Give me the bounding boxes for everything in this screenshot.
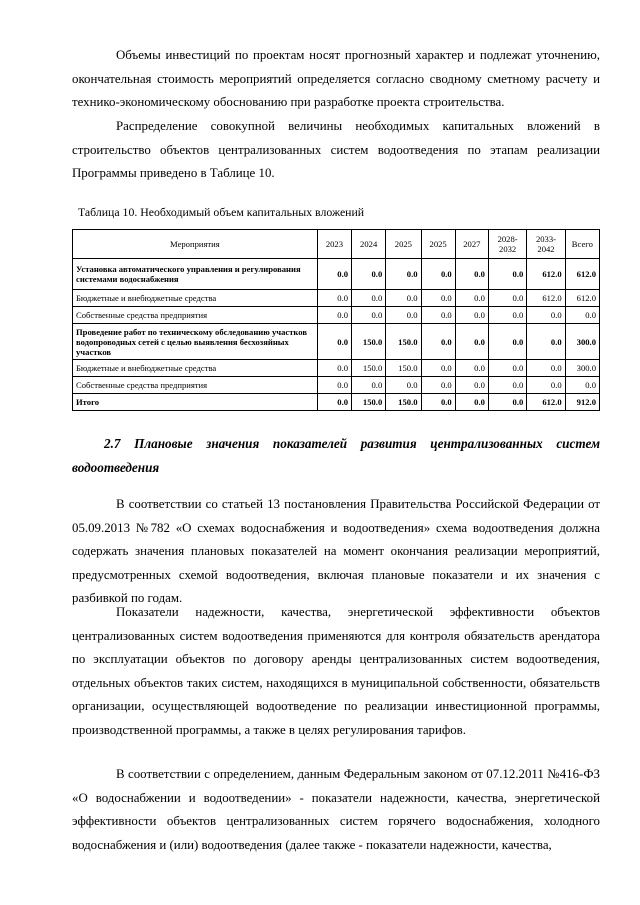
value-cell: 150.0 <box>352 360 386 377</box>
value-cell: 0.0 <box>317 324 351 360</box>
row-name-cell: Установка автоматического управления и регулирования системами водоснабжения <box>73 259 318 290</box>
value-cell: 612.0 <box>527 394 565 411</box>
value-cell: 150.0 <box>352 394 386 411</box>
value-cell: 0.0 <box>455 324 488 360</box>
value-cell: 0.0 <box>455 394 488 411</box>
section-paragraph-3: В соответствии с определением, данным Федеральным законом от 07.12.2011 №416-ФЗ «О водоснабжении и водоотведении» - показатели надежности, качества, энергетической эффективности объектов централизованных систем горячего водоснабжения, холодного водоснабжения и (или) водоотведения (далее также - показатели надежности, качества, <box>72 767 600 852</box>
value-cell: 0.0 <box>386 377 421 394</box>
table-row <box>73 290 600 307</box>
value-cell: 0.0 <box>488 377 526 394</box>
intro-paragraph-2: Распределение совокупной величины необходимых капитальных вложений в строительство объектов централизованных систем водоотведения по этапам реализации Программы приведено в Таблице 10. <box>72 119 600 181</box>
value-cell: 0.0 <box>455 259 488 290</box>
value-cell: 0.0 <box>352 290 386 307</box>
row-name-cell: Бюджетные и внебюджетные средства <box>73 360 318 377</box>
value-cell: 0.0 <box>317 377 351 394</box>
investment-table <box>72 229 600 411</box>
table-row <box>73 259 600 290</box>
table-row <box>73 360 600 377</box>
header-cell: Всего <box>565 230 599 259</box>
value-cell: 150.0 <box>386 324 421 360</box>
header-cell: 2027 <box>455 230 488 259</box>
header-cell: 2023 <box>317 230 351 259</box>
value-cell: 0.0 <box>565 377 599 394</box>
table-row <box>73 324 600 360</box>
value-cell: 0.0 <box>317 360 351 377</box>
section-heading: 2.7 Плановые значения показателей развития централизованных систем водоотведения <box>72 436 600 475</box>
header-cell: 2024 <box>352 230 386 259</box>
row-name-cell: Бюджетные и внебюджетные средства <box>73 290 318 307</box>
value-cell: 0.0 <box>455 290 488 307</box>
value-cell: 0.0 <box>488 324 526 360</box>
value-cell: 0.0 <box>488 290 526 307</box>
header-cell: 2028- 2032 <box>488 230 526 259</box>
table-header-row <box>73 230 600 259</box>
row-name-cell: Итого <box>73 394 318 411</box>
value-cell: 0.0 <box>455 307 488 324</box>
value-cell: 300.0 <box>565 324 599 360</box>
row-name-cell: Проведение работ по техническому обследованию участков водопроводных сетей с целью выявления бесхозяйных участков <box>73 324 318 360</box>
value-cell: 912.0 <box>565 394 599 411</box>
value-cell: 0.0 <box>352 307 386 324</box>
value-cell: 612.0 <box>527 290 565 307</box>
value-cell: 0.0 <box>565 307 599 324</box>
section-paragraph-1: В соответствии со статьей 13 постановления Правительства Российской Федерации от 05.09.2013 №782 «О схемах водоснабжения и водоотведения» схема водоотведения должна содержать значения плановых показателей на момент окончания реализации мероприятий, предусмотренных схемой водоотведения, включая плановые показатели и их значения с разбивкой по годам. <box>72 497 600 606</box>
value-cell: 0.0 <box>488 259 526 290</box>
value-cell: 0.0 <box>421 324 455 360</box>
value-cell: 0.0 <box>421 307 455 324</box>
value-cell: 0.0 <box>527 324 565 360</box>
table-row <box>73 377 600 394</box>
value-cell: 0.0 <box>386 259 421 290</box>
value-cell: 612.0 <box>565 290 599 307</box>
value-cell: 300.0 <box>565 360 599 377</box>
value-cell: 0.0 <box>527 360 565 377</box>
value-cell: 612.0 <box>527 259 565 290</box>
value-cell: 150.0 <box>352 324 386 360</box>
header-cell: Мероприятия <box>73 230 318 259</box>
value-cell: 150.0 <box>386 360 421 377</box>
table-body <box>73 259 600 411</box>
value-cell: 0.0 <box>421 377 455 394</box>
row-name-cell: Собственные средства предприятия <box>73 307 318 324</box>
value-cell: 0.0 <box>421 290 455 307</box>
value-cell: 0.0 <box>488 307 526 324</box>
value-cell: 0.0 <box>421 394 455 411</box>
value-cell: 0.0 <box>488 360 526 377</box>
value-cell: 0.0 <box>455 360 488 377</box>
value-cell: 0.0 <box>488 394 526 411</box>
value-cell: 0.0 <box>317 259 351 290</box>
value-cell: 0.0 <box>352 377 386 394</box>
value-cell: 0.0 <box>386 290 421 307</box>
value-cell: 150.0 <box>386 394 421 411</box>
section-paragraph-2: Показатели надежности, качества, энергетической эффективности объектов централизованных систем водоотведения применяются для контроля обязательств арендатора по эксплуатации объектов по договору аренды централизованных систем водоотведения, отдельных объектов таких систем, находящихся в муниципальной собственности, обязательств организации, осуществляющей водоотведение по реализации инвестиционной программы, производственной программы, а также в целях регулирования тарифов. <box>72 605 600 737</box>
value-cell: 0.0 <box>527 377 565 394</box>
table-row <box>73 307 600 324</box>
table-row <box>73 394 600 411</box>
value-cell: 0.0 <box>527 307 565 324</box>
value-cell: 0.0 <box>352 259 386 290</box>
table-caption: Таблица 10. Необходимый объем капитальных вложений <box>78 205 365 219</box>
value-cell: 0.0 <box>421 360 455 377</box>
intro-paragraph-1: Объемы инвестиций по проектам носят прогнозный характер и подлежат уточнению, окончательная стоимость мероприятий определяется согласно сводному сметному расчету и технико-экономическому обоснованию при разработке проекта строительства. <box>72 48 600 110</box>
header-cell: 2025 <box>386 230 421 259</box>
header-cell: 2025 <box>421 230 455 259</box>
row-name-cell: Собственные средства предприятия <box>73 377 318 394</box>
value-cell: 0.0 <box>317 394 351 411</box>
value-cell: 0.0 <box>317 307 351 324</box>
value-cell: 0.0 <box>455 377 488 394</box>
value-cell: 0.0 <box>317 290 351 307</box>
value-cell: 612.0 <box>565 259 599 290</box>
value-cell: 0.0 <box>421 259 455 290</box>
value-cell: 0.0 <box>386 307 421 324</box>
header-cell: 2033- 2042 <box>527 230 565 259</box>
